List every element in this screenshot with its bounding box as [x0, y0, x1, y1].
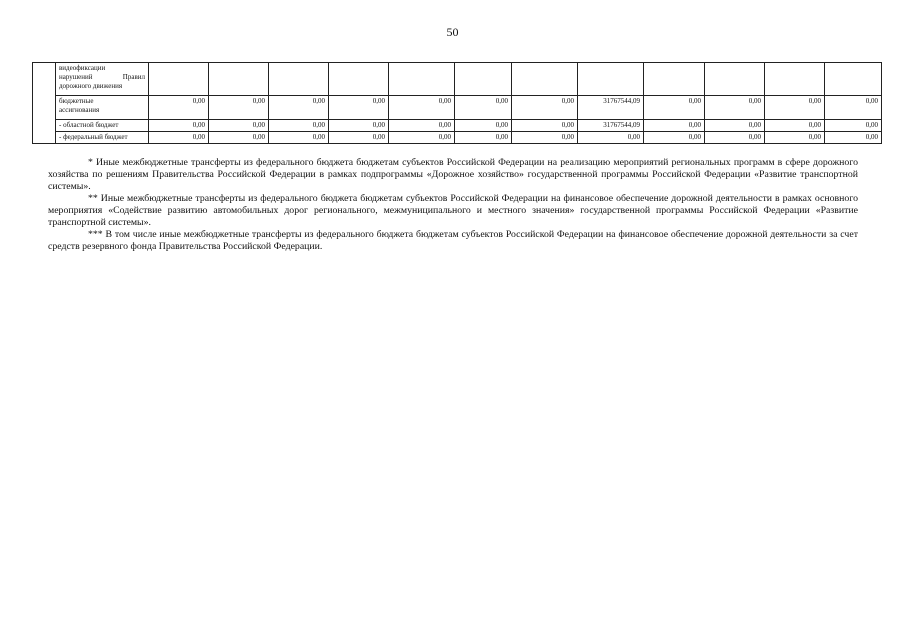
value-cell: 0,00 [389, 120, 455, 132]
value-cell: 0,00 [578, 132, 644, 144]
value-cell: 0,00 [825, 96, 882, 120]
row-label-line: бюджетные [59, 97, 94, 105]
footnote-1: * Иные межбюджетные трансферты из федерального бюджета бюджетам субъектов Российской Федерации на реализацию мероприятий региональных программ в сфере дорожного хозяйства по решениям Правительства Российской Федерации в рамках подпрограммы «Дорожное хозяйство» государственной программы Российской Федерации «Развитие транспортной системы». [48, 157, 858, 192]
row-label-cell [56, 96, 149, 120]
value-cell: 0,00 [644, 132, 705, 144]
value-cell: 0,00 [329, 120, 389, 132]
value-cell: 0,00 [825, 120, 882, 132]
value-cell [149, 63, 209, 96]
value-cell [209, 63, 269, 96]
value-cell [765, 63, 825, 96]
value-cell: 0,00 [705, 132, 765, 144]
value-cell [825, 63, 882, 96]
table-row [33, 96, 882, 120]
budget-table [32, 62, 882, 144]
value-cell [455, 63, 512, 96]
value-cell: 0,00 [149, 96, 209, 120]
value-cell [705, 63, 765, 96]
row-label-cell [56, 120, 149, 132]
value-cell: 31767544,09 [578, 120, 644, 132]
value-cell: 0,00 [705, 120, 765, 132]
row-label-line: - областной бюджет [59, 121, 119, 129]
row-label-line: - федеральный бюджет [59, 133, 128, 141]
value-cell: 0,00 [269, 96, 329, 120]
row-label-line: нарушений Правил [59, 73, 145, 81]
value-cell: 0,00 [644, 120, 705, 132]
budget-table-body [33, 63, 882, 144]
footnote-3: *** В том числе иные межбюджетные трансферты из федерального бюджета бюджетам субъектов Российской Федерации на финансовое обеспечение дорожной деятельности за счет средств резервного фонда Правительства Российской Федерации. [48, 229, 858, 252]
value-cell: 0,00 [512, 132, 578, 144]
value-cell: 0,00 [765, 96, 825, 120]
value-cell: 0,00 [209, 120, 269, 132]
page-number: 50 [446, 25, 459, 39]
value-cell: 0,00 [269, 120, 329, 132]
value-cell: 0,00 [389, 132, 455, 144]
value-cell: 0,00 [512, 120, 578, 132]
value-cell: 0,00 [455, 120, 512, 132]
value-cell [644, 63, 705, 96]
table-row [33, 120, 882, 132]
value-cell: 0,00 [149, 132, 209, 144]
value-cell: 0,00 [705, 96, 765, 120]
value-cell [389, 63, 455, 96]
value-cell: 0,00 [455, 96, 512, 120]
value-cell: 0,00 [209, 132, 269, 144]
footnote-2: ** Иные межбюджетные трансферты из федерального бюджета бюджетам субъектов Российской Федерации на финансовое обеспечение дорожной деятельности в рамках основного мероприятия «Содействие развитию автомобильных дорог регионального, межмуниципального и местного значения» государственной программы Российской Федерации «Развитие транспортной системы». [48, 193, 858, 228]
row-label-cell [56, 132, 149, 144]
value-cell: 0,00 [765, 120, 825, 132]
row-label-line: видеофиксации [59, 64, 106, 72]
value-cell: 0,00 [269, 132, 329, 144]
value-cell: 0,00 [389, 96, 455, 120]
value-cell: 0,00 [209, 96, 269, 120]
row-label-line: ассигнования [59, 106, 100, 114]
value-cell [578, 63, 644, 96]
table-row [33, 63, 882, 96]
value-cell: 0,00 [329, 132, 389, 144]
value-cell: 0,00 [825, 132, 882, 144]
value-cell: 0,00 [765, 132, 825, 144]
value-cell: 31767544,09 [578, 96, 644, 120]
value-cell [512, 63, 578, 96]
value-cell: 0,00 [149, 120, 209, 132]
row-label-cell [56, 63, 149, 96]
footnotes [48, 157, 858, 253]
value-cell: 0,00 [455, 132, 512, 144]
value-cell: 0,00 [644, 96, 705, 120]
value-cell: 0,00 [512, 96, 578, 120]
row-label-line: дорожного движения [59, 82, 123, 90]
table-row [33, 132, 882, 144]
index-cell [33, 63, 56, 144]
value-cell: 0,00 [329, 96, 389, 120]
value-cell [269, 63, 329, 96]
value-cell [329, 63, 389, 96]
